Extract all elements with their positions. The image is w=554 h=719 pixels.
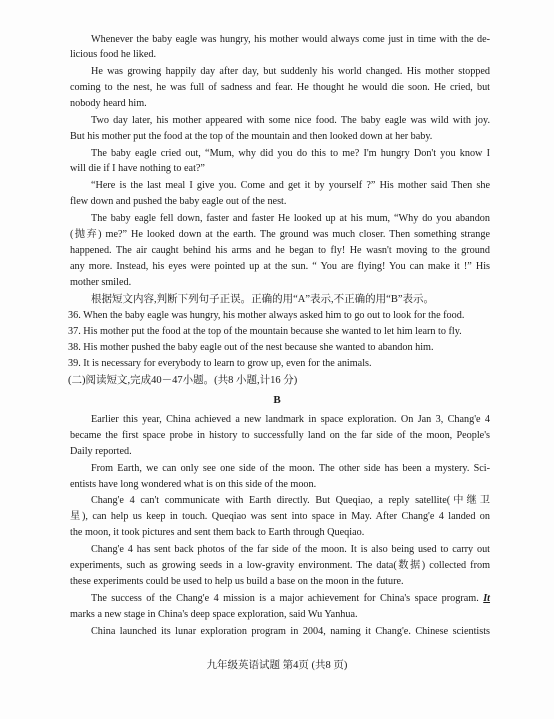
page-footer: 九年级英语试题 第4页 (共8 页) [206, 660, 348, 671]
passage-b-line: China launched its lunar exploration program in 2004, naming it Chang'e. Chinese scientists [91, 626, 490, 637]
passage-b-line [91, 592, 490, 606]
passage-b-line: became the first space probe in history to successfully land on the far side of the moon, People's [70, 430, 490, 441]
passage-a-line: Whenever the baby eagle was hungry, his mother would always come just in time with the de- [91, 34, 490, 45]
passage-b-line: entists have long wondered what is on this side of the moon. [70, 479, 317, 490]
passage-b-line: these experiments could be used to help us build a base on the moon in the future. [70, 576, 404, 587]
passage-a-line: nobody heard him. [70, 98, 147, 109]
passage-a-line: The baby eagle fell down, faster and faster He looked up at his mum, “Why do you abandon [91, 213, 490, 224]
question-39: 39. It is necessary for everybody to learn to grow up, even for the animals. [68, 358, 372, 369]
passage-a-line: will die if I have nothing to eat?” [70, 163, 205, 174]
passage-a-line: coming to the nest, he was full of sadness and fear. He thought he would die soon. He cried, but [70, 82, 490, 93]
passage-a-line: He was growing happily day after day, but suddenly his world changed. His mother stopped [91, 66, 490, 77]
passage-b-line: Daily reported. [70, 446, 132, 457]
passage-a-line: “Here is the last meal I give you. Come and get it by yourself ?” His mother said Then she [91, 180, 490, 191]
underlined-word-it: It [483, 593, 491, 604]
passage-a-line: happened. The air caught behind his arms and he began to fly! He wasn't moving to the ground [70, 245, 490, 256]
passage-b-text: The success of the Chang'e 4 mission is a major achievement for China's space program. [91, 593, 479, 604]
question-38: 38. His mother pushed the baby eagle out of the nest because she wanted to abandon him. [68, 342, 434, 353]
section-title: (二)阅读短文,完成40－47小题。(共8 小题,计16 分) [68, 375, 298, 386]
passage-b-line: the moon, it took pictures and sent them back to Earth through Queqiao. [70, 527, 365, 538]
passage-a-line: The baby eagle cried out, “Mum, why did you do this to me? I'm hungry Don't you know I [91, 148, 490, 159]
instruction-text: 根据短文内容,判断下列句子正误。正确的用“A”表示,不正确的用“B”表示。 [91, 294, 434, 305]
passage-b-line: Chang'e 4 has sent back photos of the far side of the moon. It is also being used to carry out [91, 544, 490, 555]
passage-b-line: Earlier this year, China achieved a new landmark in space exploration. On Jan 3, Chang'e 4 [91, 414, 490, 425]
passage-b-line: experiments, such as growing seeds in a low-gravity environment. The data(数据) collected from [70, 560, 490, 571]
question-37: 37. His mother put the food at the top of the mountain because she wanted to let him learn to fly. [68, 326, 462, 337]
passage-a-line: licious food he liked. [70, 49, 157, 60]
passage-a-line: any more. Instead, his eyes were pointed up at the sun. “ You are flying! You can make it !” His [70, 261, 490, 272]
question-36: 36. When the baby eagle was hungry, his mother always asked him to go out to look for the food. [68, 310, 465, 321]
passage-b-line: 星), can help us keep in touch. Queqiao was sent into space in May. After Chang'e 4 landed on [70, 511, 490, 522]
passage-a-line: But his mother put the food at the top of the mountain and then looked down at her baby. [70, 131, 433, 142]
passage-a-line: flew down and pushed the baby eagle out of the nest. [70, 196, 287, 207]
passage-a-line: mother smiled. [70, 277, 132, 288]
passage-a-line: (抛弃) me?” He looked down at the earth. The ground was much closer. Then something strange [70, 229, 490, 240]
passage-a-line: Two day later, his mother appeared with some nice food. The baby eagle was wild with joy. [91, 115, 490, 126]
passage-b-label: B [273, 394, 281, 406]
passage-b-line: marks a new stage in China's deep space exploration, said Wu Yanhua. [70, 609, 358, 620]
passage-b-line: From Earth, we can only see one side of the moon. The other side has been a mystery. Sci- [91, 463, 490, 474]
passage-b-line: Chang'e 4 can't communicate with Earth directly. But Queqiao, a reply satellite(中继卫 [91, 495, 490, 506]
